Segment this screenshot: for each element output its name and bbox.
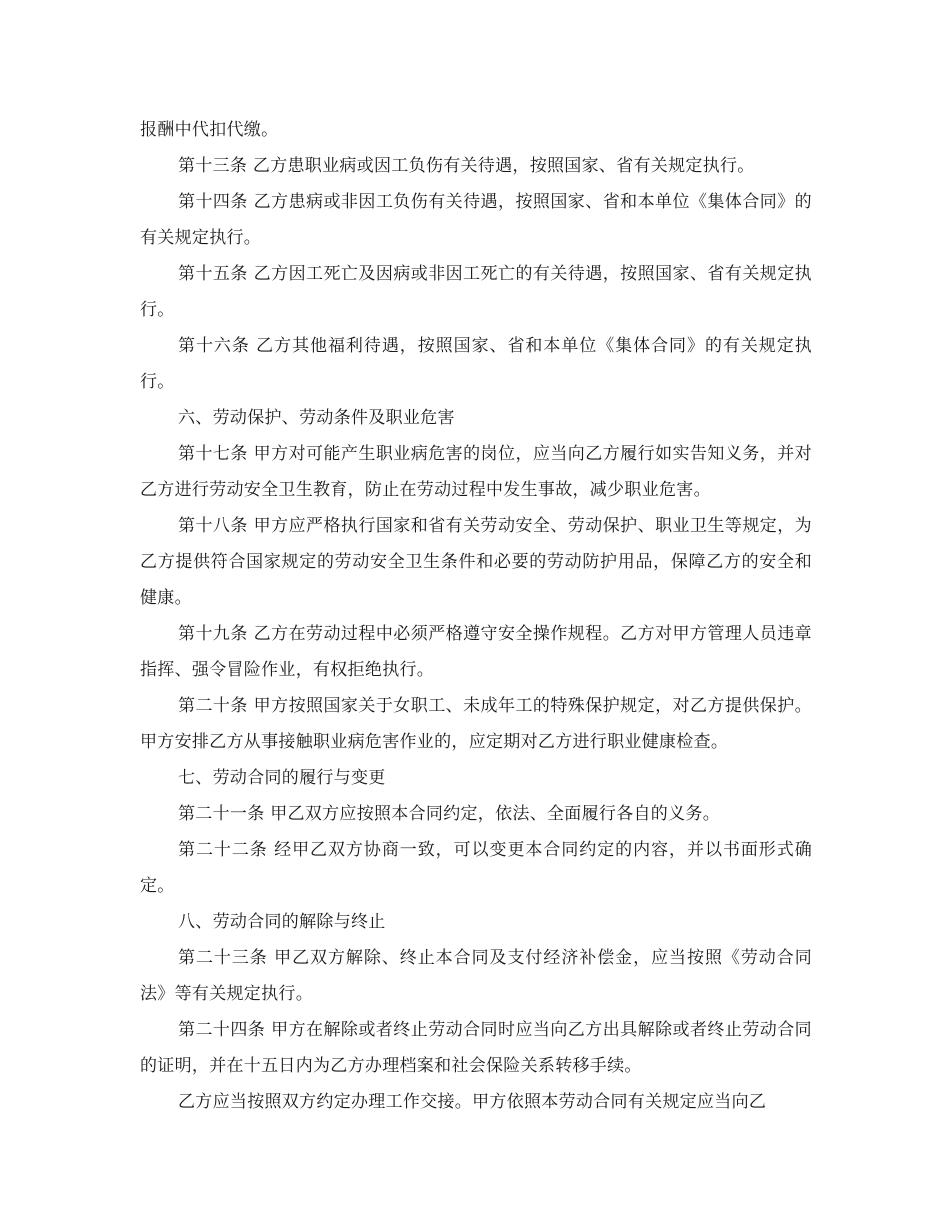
article-20: 第二十条 甲方按照国家关于女职工、未成年工的特殊保护规定，对乙方提供保护。甲方安排乙方从事接触职业病危害作业的，应定期对乙方进行职业健康检查。 (140, 696, 812, 752)
section-heading-8: 八、劳动合同的解除与终止 (178, 912, 386, 932)
paragraph: 乙方应当按照双方约定办理工作交接。甲方依照本劳动合同有关规定应当向乙 (178, 1092, 767, 1112)
article-21: 第二十一条 甲乙双方应按照本合同约定，依法、全面履行各自的义务。 (178, 804, 721, 824)
article-24: 第二十四条 甲方在解除或者终止劳动合同时应当向乙方出具解除或者终止劳动合同的证明，并在十五日内为乙方办理档案和社会保险关系转移手续。 (140, 1020, 812, 1076)
article-15: 第十五条 乙方因工死亡及因病或非因工死亡的有关待遇，按照国家、省有关规定执行。 (140, 264, 812, 320)
section-heading-6: 六、劳动保护、劳动条件及职业危害 (178, 408, 455, 428)
document-body (140, 112, 812, 1120)
paragraph: 报酬中代扣代缴。 (140, 120, 279, 140)
section-heading-7: 七、劳动合同的履行与变更 (178, 768, 386, 788)
article-18: 第十八条 甲方应严格执行国家和省有关劳动安全、劳动保护、职业卫生等规定，为乙方提供符合国家规定的劳动安全卫生条件和必要的劳动防护用品，保障乙方的安全和健康。 (140, 516, 812, 608)
article-17: 第十七条 甲方对可能产生职业病危害的岗位，应当向乙方履行如实告知义务，并对乙方进行劳动安全卫生教育，防止在劳动过程中发生事故，减少职业危害。 (140, 444, 812, 500)
article-22: 第二十二条 经甲乙双方协商一致，可以变更本合同约定的内容，并以书面形式确定。 (140, 840, 812, 896)
article-23: 第二十三条 甲乙双方解除、终止本合同及支付经济补偿金，应当按照《劳动合同法》等有关规定执行。 (140, 948, 812, 1004)
article-16: 第十六条 乙方其他福利待遇，按照国家、省和本单位《集体合同》的有关规定执行。 (140, 336, 812, 392)
article-14: 第十四条 乙方患病或非因工负伤有关待遇，按照国家、省和本单位《集体合同》的有关规定执行。 (140, 192, 812, 248)
article-13: 第十三条 乙方患职业病或因工负伤有关待遇，按照国家、省有关规定执行。 (178, 156, 755, 176)
article-19: 第十九条 乙方在劳动过程中必须严格遵守安全操作规程。乙方对甲方管理人员违章指挥、强令冒险作业，有权拒绝执行。 (140, 624, 812, 680)
